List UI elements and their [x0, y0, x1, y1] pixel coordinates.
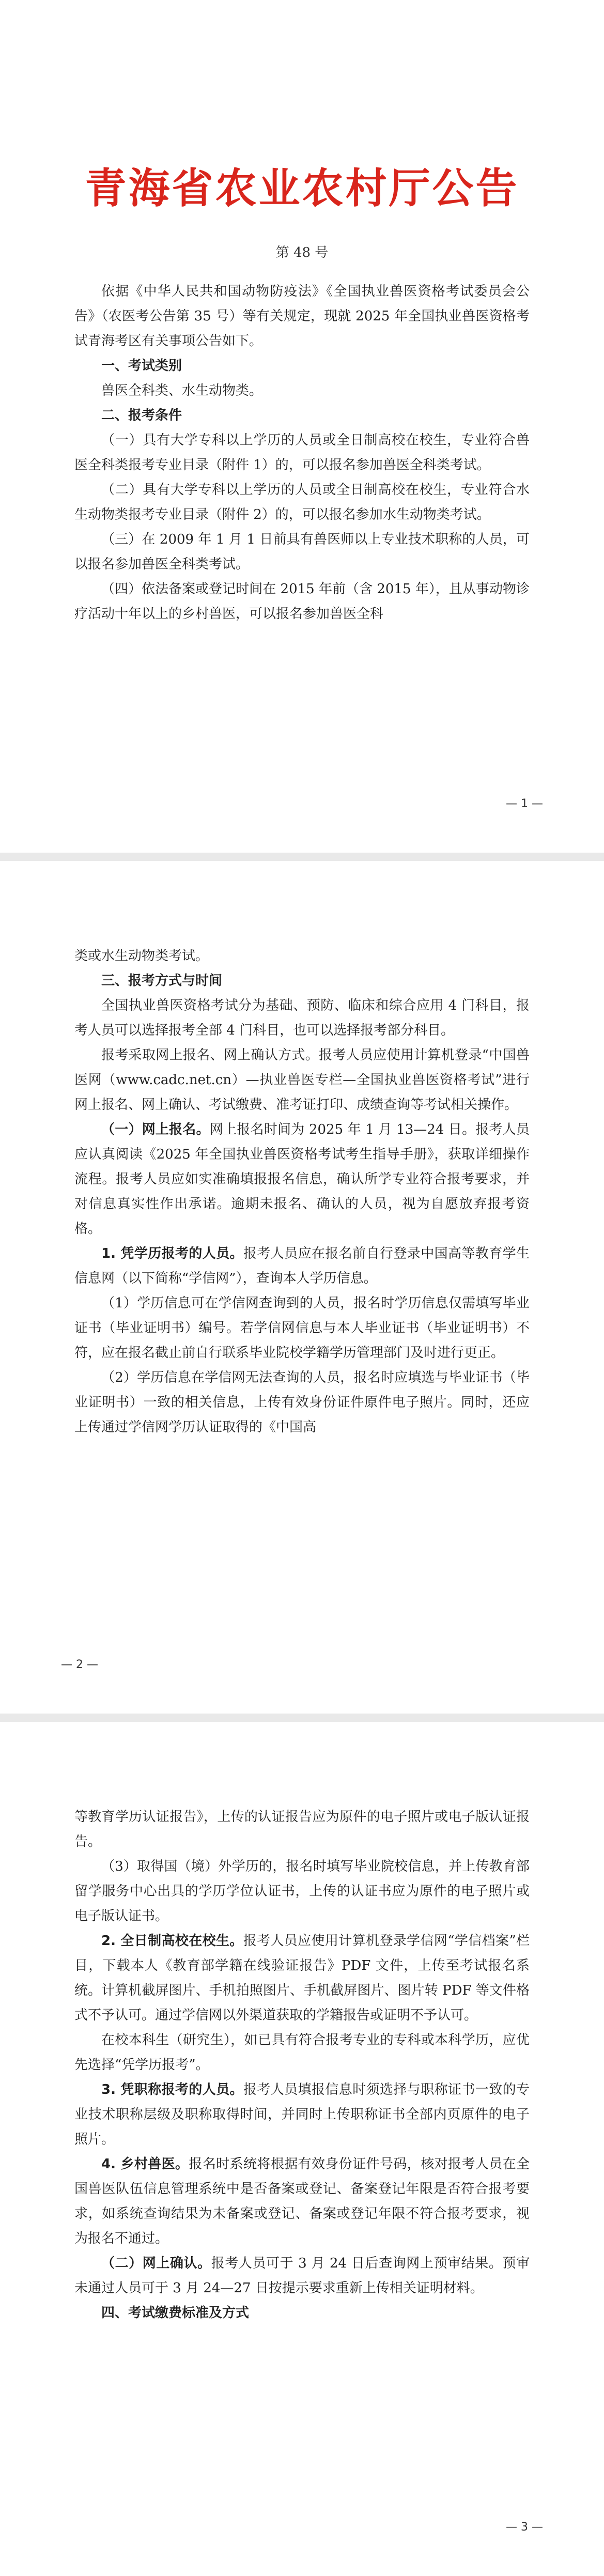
- paragraph-online-registration: （一）网上报名。网上报名时间为 2025 年 1 月 13—24 日。报考人员应认真阅读《2025 年全国执业兽医资格考试考生指导手册》，获取详细操作流程。报考人员应如实准确填报报名信息，确认所学专业符合报考要求，并对信息真实性作出承诺。逾期未报名、确认的人员，视为自愿放弃报考资格。: [74, 1122, 530, 1237]
- paragraph-degree-item-1: （1）学历信息可在学信网查询到的人员，报名时学历信息仅需填写毕业证书（毕业证明书）编号。若学信网信息与本人毕业证书（毕业证明书）不符，应在报名截止前自行联系毕业院校学籍学历管理部门及时进行更正。: [74, 1295, 530, 1361]
- page-number: — 1 —: [506, 797, 543, 810]
- paragraph-students: 2. 全日制高校在校生。报考人员应使用计算机登录学信网“学信档案”栏目，下载本人《教育部学籍在线验证报告》PDF 文件，上传至考试报名系统。计算机截屏图片、手机拍照图片、手机截屏图片、图片转 PDF 等文件格式不予认可。通过学信网以外渠道获取的学籍报告或证明不予认可。: [74, 1933, 530, 2023]
- section-heading-1: 一、考试类别: [101, 358, 182, 374]
- subheading-online-confirmation: （二）网上确认。: [101, 2256, 211, 2271]
- intro-paragraph: 依据《中华人民共和国动物防疫法》《全国执业兽医资格考试委员会公告》（农医考公告第 35 号）等有关规定，现就 2025 年全国执业兽医资格考试青海考区有关事项公告如下。: [74, 284, 530, 349]
- exam-types: 兽医全科类、水生动物类。: [101, 383, 263, 398]
- page-number: — 3 —: [506, 2521, 543, 2534]
- document-number: 第 48 号: [275, 245, 329, 260]
- paragraph-by-degree: 1. 凭学历报考的人员。报考人员应在报名前自行登录中国高等教育学生信息网（以下简称“学信网”），查询本人学历信息。: [74, 1246, 530, 1286]
- section-heading-3: 三、报考方式与时间: [101, 973, 223, 989]
- paragraph-undergraduate-note: 在校本科生（研究生），如已具有符合报考专业的专科或本科学历，应优先选择“凭学历报考”。: [74, 2032, 530, 2073]
- announcement-title: 青海省农业农村厅公告: [85, 164, 519, 212]
- subheading-online-registration: （一）网上报名。: [101, 1122, 210, 1137]
- subheading-by-title: 3. 凭职称报考的人员。: [101, 2082, 244, 2097]
- page-number: — 2 —: [61, 1658, 98, 1671]
- subheading-students: 2. 全日制高校在校生。: [101, 1933, 243, 1949]
- section-heading-2: 二、报考条件: [101, 408, 182, 423]
- condition-4: （四）依法备案或登记时间在 2015 年前（含 2015 年），且从事动物诊疗活动十年以上的乡村兽医，可以报名参加兽医全科: [74, 581, 530, 622]
- paragraph-subjects: 全国执业兽医资格考试分为基础、预防、临床和综合应用 4 门科目，报考人员可以选择报考全部 4 门科目，也可以选择报考部分科目。: [74, 998, 530, 1038]
- document-page-2: [0, 861, 604, 1714]
- page-2-body: [74, 944, 530, 1440]
- continuation-text: 等教育学历认证报告》，上传的认证报告应为原件的电子照片或电子版认证报告。: [74, 1809, 530, 1849]
- section-heading-4: 四、考试缴费标准及方式: [101, 2305, 250, 2321]
- condition-1: （一）具有大学专科以上学历的人员或全日制高校在校生，专业符合兽医全科类报考专业目录（附件 1）的，可以报名参加兽医全科类考试。: [74, 433, 530, 473]
- page-3-body: [74, 1804, 530, 2325]
- paragraph-village-vet: 4. 乡村兽医。报名时系统将根据有效身份证件号码，核对报考人员在全国兽医队伍信息管理系统中是否备案或登记、备案登记年限是否符合报考要求，如系统查询结果为未备案或登记、备案或登记年限不符合报考要求，视为报名不通过。: [74, 2156, 530, 2246]
- condition-3: （三）在 2009 年 1 月 1 日前具有兽医师以上专业技术职称的人员，可以报名参加兽医全科类考试。: [74, 532, 530, 572]
- paragraph-by-title: 3. 凭职称报考的人员。报考人员填报信息时须选择与职称证书一致的专业技术职称层级及职称取得时间，并同时上传职称证书全部内页原件的电子照片。: [74, 2082, 530, 2147]
- subheading-village-vet: 4. 乡村兽医。: [101, 2156, 189, 2172]
- document-page-1: [0, 0, 604, 853]
- paragraph-degree-item-3: （3）取得国（境）外学历的，报名时填写毕业院校信息，并上传教育部留学服务中心出具的学历学位认证书，上传的认证书应为原件的电子照片或电子版认证书。: [74, 1859, 530, 1924]
- document-page-3: [0, 1722, 604, 2576]
- continuation-text: 类或水生动物类考试。: [74, 948, 209, 964]
- condition-2: （二）具有大学专科以上学历的人员或全日制高校在校生，专业符合水生动物类报考专业目录（附件 2）的，可以报名参加水生动物类考试。: [74, 482, 530, 522]
- paragraph-online-confirmation: （二）网上确认。报考人员可于 3 月 24 日后查询网上预审结果。预审未通过人员可于 3 月 24—27 日按提示要求重新上传相关证明材料。: [74, 2256, 530, 2296]
- paragraph-degree-item-2: （2）学历信息在学信网无法查询的人员，报名时应填选与毕业证书（毕业证明书）一致的相关信息，上传有效身份证件原件电子照片。同时，还应上传通过学信网学历认证取得的《中国高: [74, 1370, 530, 1435]
- subheading-by-degree: 1. 凭学历报考的人员。: [101, 1246, 244, 1261]
- page-1-body: [74, 279, 530, 626]
- paragraph-registration-method: 报考采取网上报名、网上确认方式。报考人员应使用计算机登录“中国兽医网（www.cadc.net.cn）—执业兽医专栏—全国执业兽医资格考试”进行网上报名、网上确认、考试缴费、准考证打印、成绩查询等考试相关操作。: [74, 1047, 530, 1113]
